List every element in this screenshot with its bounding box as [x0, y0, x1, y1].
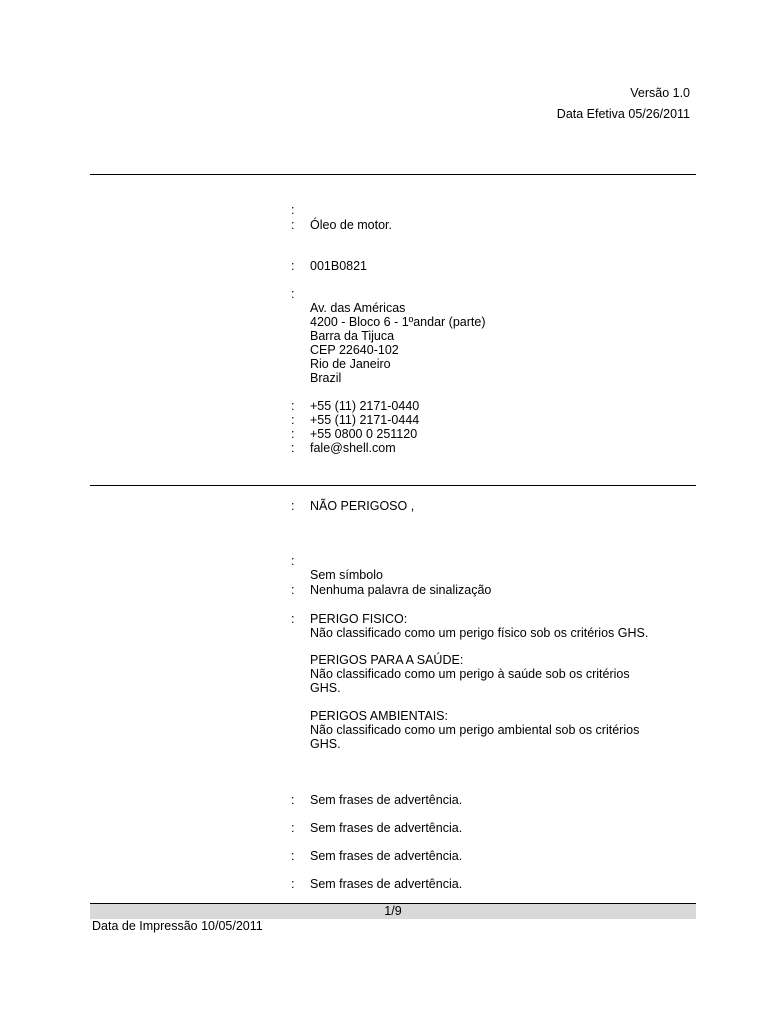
product-code: 001B0821	[310, 259, 368, 273]
effective-date: Data Efetiva 05/26/2011	[556, 107, 690, 121]
footer-bar	[90, 903, 696, 919]
health-hazard-text: GHS.	[310, 681, 341, 695]
email-address: fale@shell.com	[310, 441, 396, 455]
section-divider	[90, 485, 696, 486]
colon: :	[291, 554, 295, 568]
precautionary-statement: Sem frases de advertência.	[310, 877, 463, 891]
address-line: 4200 - Bloco 6 - 1ºandar (parte)	[310, 315, 486, 329]
precautionary-statement: Sem frases de advertência.	[310, 849, 463, 863]
physical-hazard-text: Não classificado como um perigo físico sob os critérios GHS.	[310, 626, 649, 640]
page-number: 1/9	[384, 904, 402, 918]
health-hazard-title: PERIGOS PARA A SAÚDE:	[310, 653, 464, 667]
address-line: Rio de Janeiro	[310, 357, 391, 371]
colon: :	[291, 821, 295, 835]
colon: :	[291, 413, 295, 427]
product-use: Óleo de motor.	[310, 218, 392, 232]
address-line: Av. das Américas	[310, 301, 406, 315]
colon: :	[291, 399, 295, 413]
colon: :	[291, 259, 295, 273]
precautionary-statement: Sem frases de advertência.	[310, 793, 463, 807]
hazard-classification: NÃO PERIGOSO ,	[310, 499, 415, 513]
phone-number: +55 (11) 2171-0440	[310, 399, 420, 413]
phone-number: +55 (11) 2171-0444	[310, 413, 420, 427]
colon: :	[291, 583, 295, 597]
hazard-symbol: Sem símbolo	[310, 568, 383, 582]
phone-number: +55 0800 0 251120	[310, 427, 418, 441]
section-divider	[90, 174, 696, 175]
colon: :	[291, 499, 295, 513]
health-hazard-text: Não classificado como um perigo à saúde sob os critérios	[310, 667, 630, 681]
colon: :	[291, 427, 295, 441]
environmental-hazard-title: PERIGOS AMBIENTAIS:	[310, 709, 448, 723]
address-line: Barra da Tijuca	[310, 329, 395, 343]
address-line: Brazil	[310, 371, 342, 385]
colon: :	[291, 203, 295, 217]
colon: :	[291, 612, 295, 626]
colon: :	[291, 877, 295, 891]
colon: :	[291, 441, 295, 455]
colon: :	[291, 218, 295, 232]
physical-hazard-title: PERIGO FISICO:	[310, 612, 408, 626]
colon: :	[291, 849, 295, 863]
precautionary-statement: Sem frases de advertência.	[310, 821, 463, 835]
colon: :	[291, 287, 295, 301]
signal-word: Nenhuma palavra de sinalização	[310, 583, 492, 597]
environmental-hazard-text: Não classificado como um perigo ambiental sob os critérios	[310, 723, 640, 737]
version-label: Versão 1.0	[630, 86, 690, 100]
colon: :	[291, 793, 295, 807]
print-date: Data de Impressão 10/05/2011	[92, 919, 263, 933]
environmental-hazard-text: GHS.	[310, 737, 341, 751]
address-line: CEP 22640-102	[310, 343, 399, 357]
